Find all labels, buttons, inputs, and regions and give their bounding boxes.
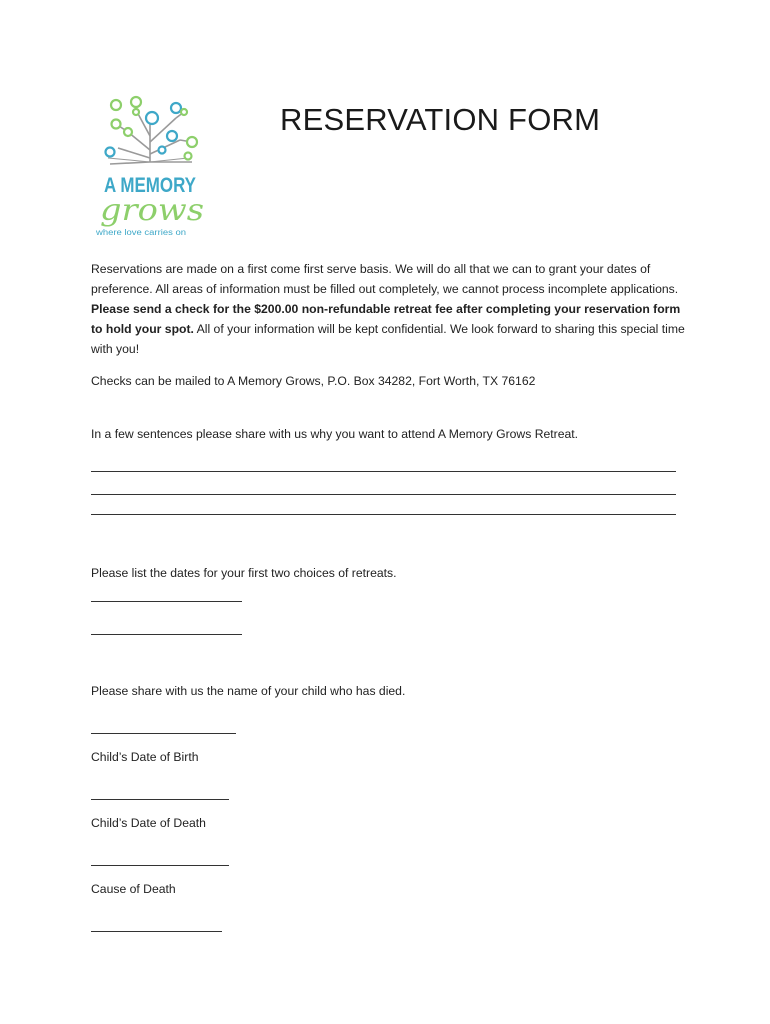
why-answer-line-2[interactable] [91,494,676,495]
logo-line2: grows [100,193,204,228]
logo-tagline: where love carries on [94,228,186,237]
child-name-line[interactable] [91,733,236,734]
tree-logo-icon [88,92,213,242]
dod-line[interactable] [91,865,229,866]
why-answer-line-3[interactable] [91,514,676,515]
dates-prompt: Please list the dates for your first two choices of retreats. [91,566,397,580]
intro-text-2: All of your information will be kept confidential. We look forward to sharing this special time with you! [91,322,685,356]
why-answer-line-1[interactable] [91,471,676,472]
intro-paragraph [91,259,691,359]
dob-line[interactable] [91,799,229,800]
logo [88,92,213,242]
date-choice-2-line[interactable] [91,634,242,635]
cause-label: Cause of Death [91,882,176,896]
logo-line1: A MEMORY [104,174,196,197]
intro-text-1: Reservations are made on a first come first serve basis. We will do all that we can to grant your dates of preference. All areas of information must be filled out completely, we cannot process incomplete applications. [91,262,679,296]
child-name-prompt: Please share with us the name of your child who has died. [91,684,406,698]
page-title: RESERVATION FORM [280,102,601,137]
intro-fee-notice: Please send a check for the $200.00 non-refundable retreat fee after completing your reservation form to hold your spot. [91,302,681,336]
dod-label: Child’s Date of Death [91,816,206,830]
dob-label: Child’s Date of Birth [91,750,199,764]
mailing-address: Checks can be mailed to A Memory Grows, P.O. Box 34282, Fort Worth, TX 76162 [91,374,536,388]
date-choice-1-line[interactable] [91,601,242,602]
cause-line[interactable] [91,931,222,932]
why-prompt: In a few sentences please share with us why you want to attend A Memory Grows Retreat. [91,427,579,441]
